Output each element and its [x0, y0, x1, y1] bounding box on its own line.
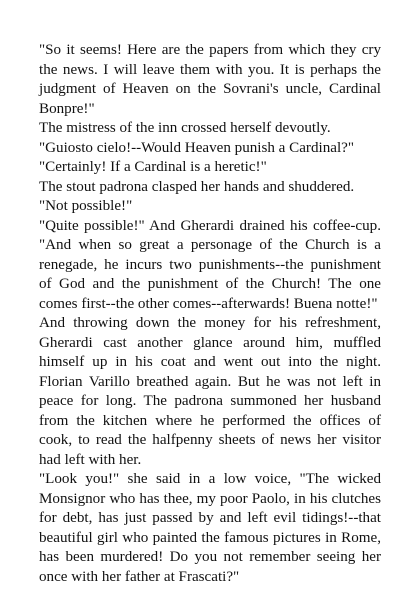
paragraph-certainly-heretic: "Certainly! If a Cardinal is a heretic!" [39, 159, 267, 175]
paragraph-padrona-shuddered: The stout padrona clasped her hands and shuddered. [39, 178, 355, 195]
paragraph-mistress-crossed: The mistress of the inn crossed herself devoutly. [39, 120, 331, 136]
paragraph-quite-possible: "Quite possible!" And Gherardi drained his coffee-cup. "And when so great a personage of the Church is a renegade, he incurs two punishments--the punishment of God and the punishment of the Church! The one comes first--the other comes--afterwards! Buena notte!" [39, 217, 381, 312]
paragraph-look-you: "Look you!" she said in a low voice, "The wicked Monsignor who has thee, my poor Paolo, in his clutches for debt, has just passed by and left evil tidings!--that beautiful girl who painted the famous pictures in Rome, has been murdered! Do you not remember seeing her once with her father at Frascati?" [39, 471, 381, 585]
paragraph-papers-news: "So it seems! Here are the papers from which they cry the news. I will leave them with you. It is perhaps the judgment of Heaven on the Sovrani's uncle, Cardinal Bonpre!" [39, 42, 381, 117]
paragraph-gherardi-leaves: And throwing down the money for his refreshment, Gherardi cast another glance around him, muffled himself up in his coat and went out into the night. Florian Varillo breathed again. But he was not left in peace for long. The padrona summoned her husband from the kitchen where he performed the offices of cook, to read the halfpenny sheets of news her visitor had left with her. [39, 315, 381, 468]
document-page [39, 41, 381, 587]
paragraph-guiosto-cielo: "Guiosto cielo!--Would Heaven punish a Cardinal?" [39, 139, 354, 156]
paragraph-not-possible: "Not possible!" [39, 198, 133, 214]
